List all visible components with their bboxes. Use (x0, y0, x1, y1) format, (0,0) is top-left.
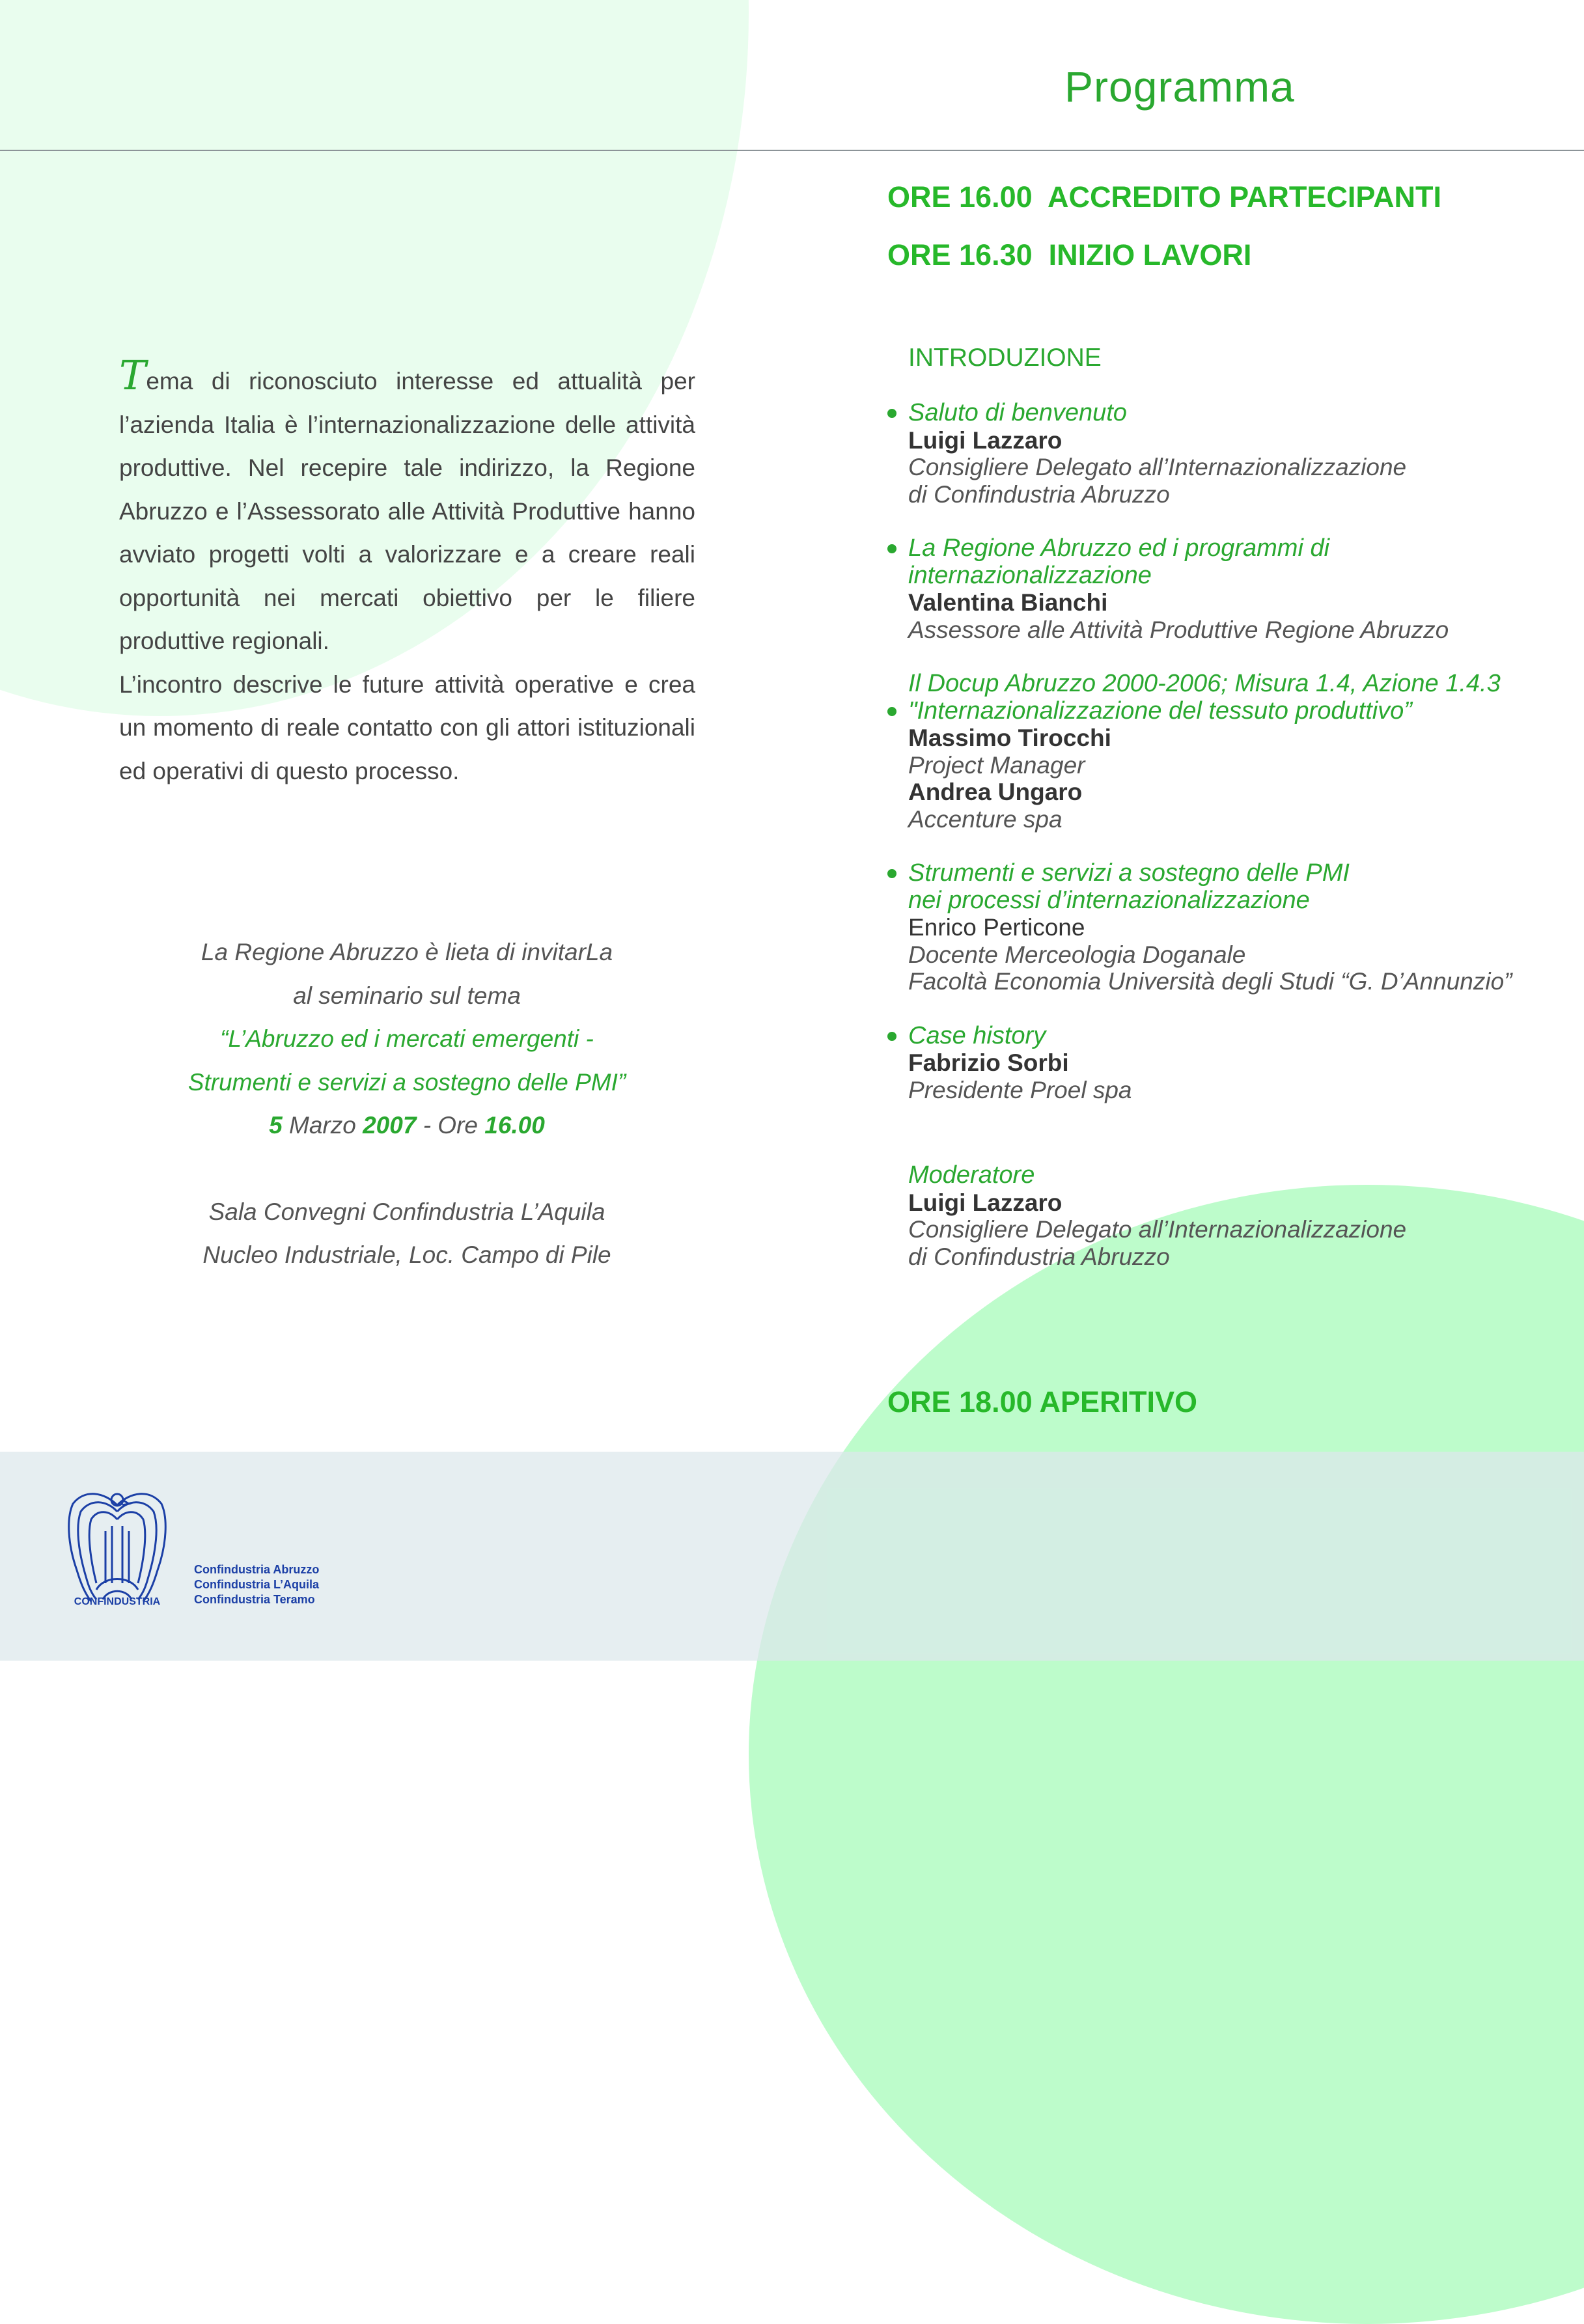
speaker-role: di Confindustria Abruzzo (908, 480, 1170, 508)
schedule-inizio (887, 238, 1251, 272)
intro-paragraph-2: L’incontro descrive le future attività operative e crea un momento di reale contatto con gli attori istituzionali ed operativi di questo processo. (119, 671, 695, 784)
speaker-role: Facoltà Economia Università degli Studi “G. D’Annunzio” (908, 968, 1512, 995)
speaker-name: Luigi Lazzaro (908, 426, 1063, 454)
item-title: Case history (908, 1021, 1046, 1049)
speaker-role: Docente Merceologia Doganale (908, 941, 1246, 968)
item-title: "Internazionalizzazione del tessuto produttivo” (908, 697, 1412, 725)
invite-line: La Regione Abruzzo è lieta di invitarLa (201, 939, 613, 965)
schedule-accredito (887, 180, 1441, 214)
invite-theme-line: “L’Abruzzo ed i mercati emergenti - (220, 1025, 594, 1052)
page-title: Programma (1064, 62, 1295, 111)
bullet-icon (887, 1032, 896, 1041)
item-title: internazionalizzazione (908, 561, 1152, 589)
schedule-label: ACCREDITO PARTECIPANTI (1047, 180, 1442, 214)
program-list (887, 344, 1538, 1297)
item-title: Strumenti e servizi a sostegno delle PMI (908, 859, 1350, 887)
speaker-role: Presidente Proel spa (908, 1076, 1132, 1103)
moderator-title: Moderatore (908, 1161, 1035, 1189)
bullet-icon (887, 544, 896, 553)
speaker-role: Accenture spa (908, 805, 1063, 833)
speaker-role: Assessore alle Attività Produttive Regione Abruzzo (908, 616, 1449, 643)
speaker-name: Fabrizio Sorbi (908, 1049, 1069, 1076)
speaker-role: Project Manager (908, 751, 1085, 779)
speaker-name: Luigi Lazzaro (908, 1189, 1063, 1216)
item-title: Il Docup Abruzzo 2000-2006; Misura 1.4, Azione 1.4.3 (908, 670, 1501, 697)
schedule-aperitivo: ORE 18.00 APERITIVO (887, 1385, 1197, 1418)
program-item (887, 671, 1538, 833)
logo-label: CONFINDUSTRIA (74, 1596, 161, 1607)
footer-organizations (194, 1562, 319, 1607)
intro-paragraph-1-text: ema di riconosciuto interesse ed attualità per l’azienda Italia è l’internazionalizzazione delle attività produttive. Nel recepire tale indirizzo, la Regione Abruzzo e l’Assessorato alle Attività Produttive hanno avviato progetti volti a valorizzare e a creare reali opportunità nei mercati obiettivo per le filiere produttive regionali. (119, 368, 695, 654)
date-time: 16.00 (484, 1112, 545, 1139)
confindustria-eagle-logo (65, 1486, 169, 1608)
footer-org: Confindustria Abruzzo (194, 1563, 320, 1576)
invitation-block (143, 931, 671, 1277)
header-divider (0, 150, 1584, 151)
speaker-role: Consigliere Delegato all’Internazionalizzazione (908, 1216, 1407, 1243)
footer-org: Confindustria L’Aquila (194, 1578, 319, 1591)
speaker-name: Andrea Ungaro (908, 779, 1083, 805)
program-item (887, 860, 1538, 995)
speaker-role: Consigliere Delegato all’Internazionalizzazione (908, 454, 1407, 480)
date-year: 2007 (363, 1112, 417, 1139)
venue-line: Sala Convegni Confindustria L’Aquila (208, 1198, 605, 1225)
footer-band (0, 1452, 1584, 1661)
program-item (887, 535, 1538, 643)
intro-paragraph-1 (119, 352, 695, 663)
footer-org: Confindustria Teramo (194, 1593, 315, 1606)
program-item (887, 400, 1538, 508)
moderator-block (887, 1162, 1538, 1270)
background-circle-bottom (749, 1185, 1584, 2324)
intro-text (119, 352, 695, 793)
item-title: nei processi d’internazionalizzazione (908, 886, 1310, 914)
bullet-icon (887, 409, 896, 418)
item-title: La Regione Abruzzo ed i programmi di (908, 534, 1330, 562)
date-separator: - Ore (423, 1112, 478, 1139)
schedule-time: ORE 16.30 (887, 238, 1033, 271)
invite-theme-line: Strumenti e servizi a sostegno delle PMI” (188, 1068, 626, 1096)
speaker-name: Valentina Bianchi (908, 589, 1108, 616)
schedule-label: INIZIO LAVORI (1048, 238, 1252, 271)
speaker-name: Enrico Perticone (908, 914, 1085, 941)
bullet-icon (887, 707, 896, 716)
speaker-role: di Confindustria Abruzzo (908, 1243, 1170, 1270)
dropcap-letter: T (119, 352, 146, 399)
date-month: Marzo (289, 1112, 356, 1139)
speaker-name: Massimo Tirocchi (908, 725, 1111, 751)
program-item (887, 1023, 1538, 1104)
bullet-icon (887, 869, 896, 878)
date-day: 5 (269, 1112, 283, 1139)
venue-line: Nucleo Industriale, Loc. Campo di Pile (202, 1241, 611, 1268)
section-title: INTRODUZIONE (908, 344, 1102, 372)
item-title: Saluto di benvenuto (908, 399, 1127, 426)
invite-date (143, 1104, 671, 1148)
invite-line: al seminario sul tema (293, 982, 521, 1009)
schedule-time: ORE 16.00 (887, 180, 1033, 214)
